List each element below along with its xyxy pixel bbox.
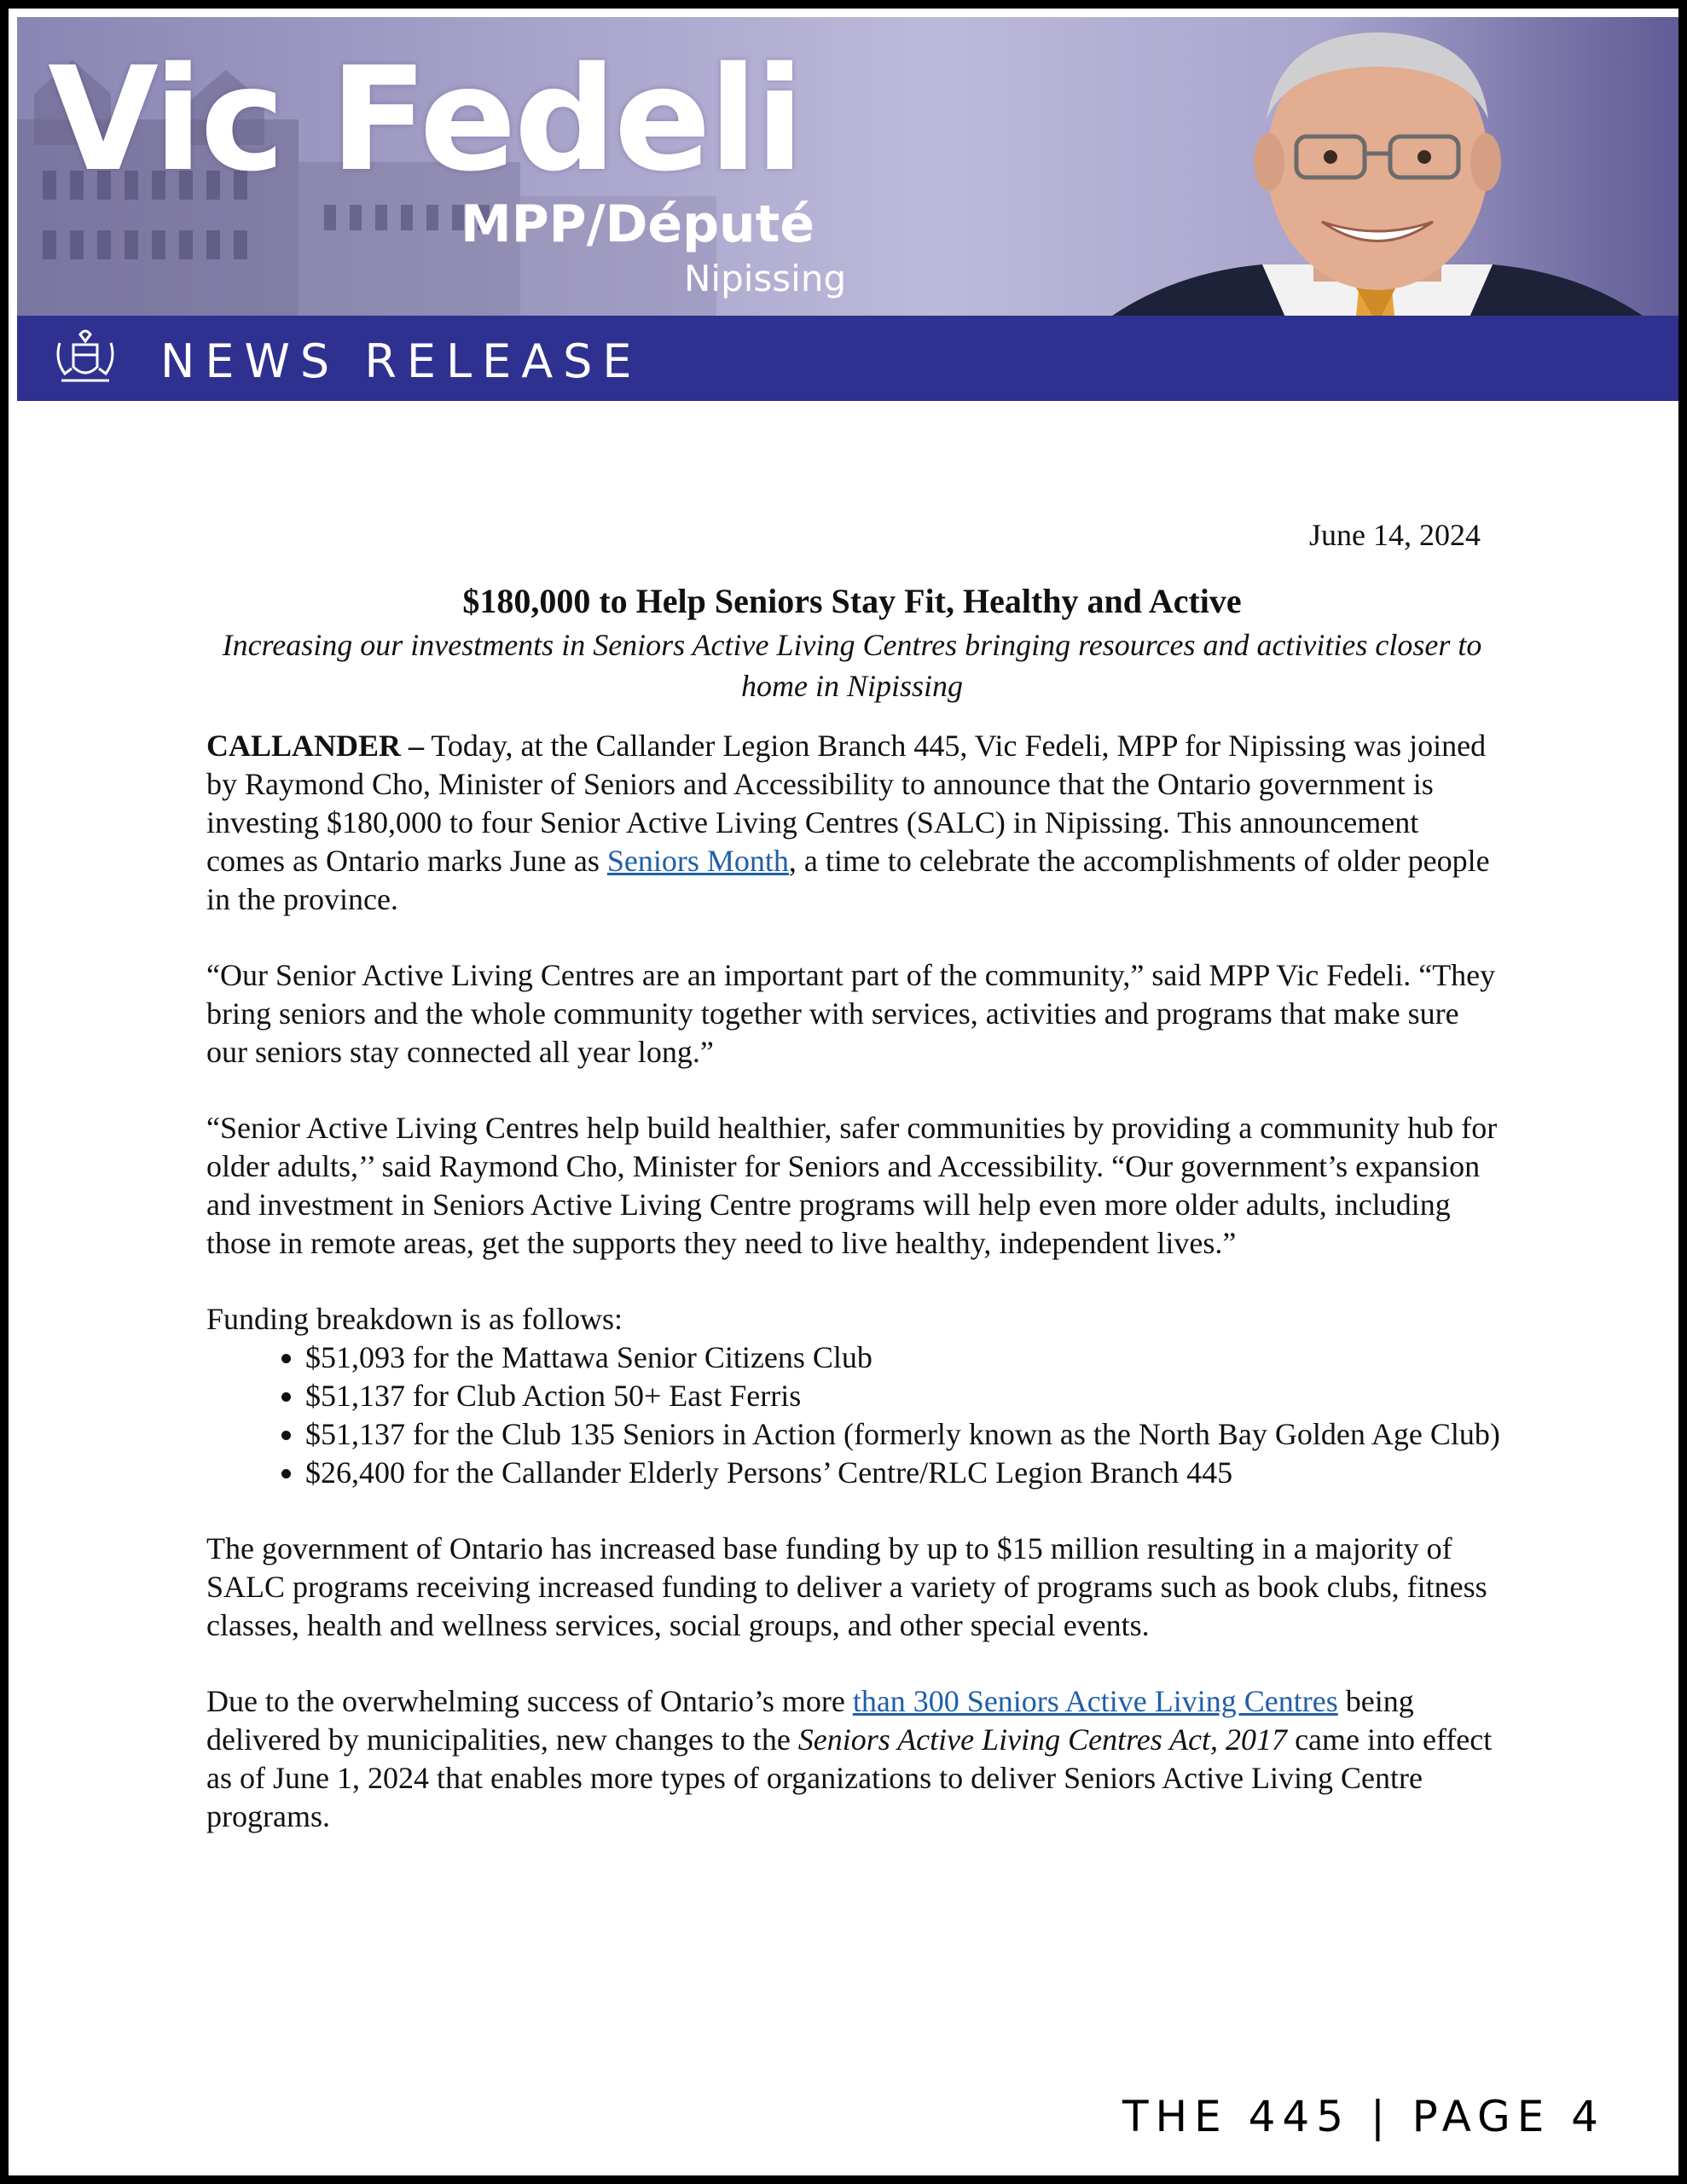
paragraph-act-changes xyxy=(206,1682,1503,1836)
page-footer-label: THE 445 | PAGE 4 xyxy=(1122,2092,1605,2141)
dateline: CALLANDER – xyxy=(206,729,425,763)
ontario-crest-icon xyxy=(43,326,128,394)
news-release-banner xyxy=(17,17,1687,401)
list-item: • $51,137 for Club Action 50+ East Ferris xyxy=(305,1377,1503,1415)
riding-name: Nipissing xyxy=(684,258,847,299)
paragraph-minister-quote: “Senior Active Living Centres help build healthier, safer communities by providing a community hub for older adults,’’ said Raymond Cho, Minister for Seniors and Accessibility. “Our government’s expansion and investment in Seniors Active Living Centre programs will help even more older adults, including those in remote areas, get the supports they need to live healthy, independent lives.” xyxy=(206,1111,1498,1260)
list-item: • $51,137 for the Club 135 Seniors in Action (formerly known as the North Bay Golden Age Club) xyxy=(305,1415,1503,1454)
funding-list xyxy=(206,1339,1503,1492)
list-item: • $51,093 for the Mattawa Senior Citizens Club xyxy=(305,1339,1503,1377)
news-release-label: NEWS RELEASE xyxy=(160,334,642,388)
paragraph-mpp-quote: “Our Senior Active Living Centres are an important part of the community,” said MPP Vic Fedeli. “They bring seniors and the whole community together with services, activities and programs that make sure our seniors stay connected all year long.” xyxy=(206,958,1496,1069)
seniors-month-link[interactable]: Seniors Month xyxy=(606,844,789,878)
funding-intro: Funding breakdown is as follows: xyxy=(206,1302,623,1336)
release-date: June 14, 2024 xyxy=(1309,518,1481,552)
paragraph-text: Due to the overwhelming success of Ontario’s more xyxy=(206,1684,853,1718)
paragraph-text: Today, at the Callander Legion Branch 445, Vic Fedeli, MPP for Nipissing was joined by Raymond Cho, Minister of Seniors and Accessibility to announce that the Ontario government is investing $180,000 to four Senior Active Living Centres (SALC) in Nipissing. This announcement comes as Ontario marks June as xyxy=(206,729,1487,878)
news-release-bar xyxy=(17,316,1687,401)
paragraph-text: came into effect as of June 1, 2024 that enables more types of organizations to deliver Seniors Active Living Centre programs. xyxy=(206,1722,1493,1833)
mpp-name: Vic Fedeli xyxy=(48,36,802,203)
paragraph-text: , a time to celebrate the accomplishments of older people in the province. xyxy=(206,844,1490,916)
mpp-title: MPP/Député xyxy=(461,195,815,254)
release-content xyxy=(206,727,1503,1873)
act-name: Seniors Active Living Centres Act, 2017 xyxy=(797,1722,1288,1757)
paragraph-text: being delivered by municipalities, new changes to the xyxy=(206,1684,1414,1757)
paragraph-announcement xyxy=(206,727,1503,919)
list-item: • $26,400 for the Callander Elderly Persons’ Centre/RLC Legion Branch 445 xyxy=(305,1454,1503,1492)
release-headline: $180,000 to Help Seniors Stay Fit, Healthy and Active xyxy=(462,582,1242,620)
paragraph-base-funding: The government of Ontario has increased base funding by up to $15 million resulting in a majority of SALC programs receiving increased funding to deliver a variety of programs such as book clubs, fitness classes, health and wellness services, social groups, and other special events. xyxy=(206,1531,1487,1642)
salc-centres-link[interactable]: than 300 Seniors Active Living Centres xyxy=(852,1684,1338,1718)
release-subheadline: Increasing our investments in Seniors Active Living Centres bringing resources and activities closer to home in Nipissing xyxy=(222,628,1482,703)
